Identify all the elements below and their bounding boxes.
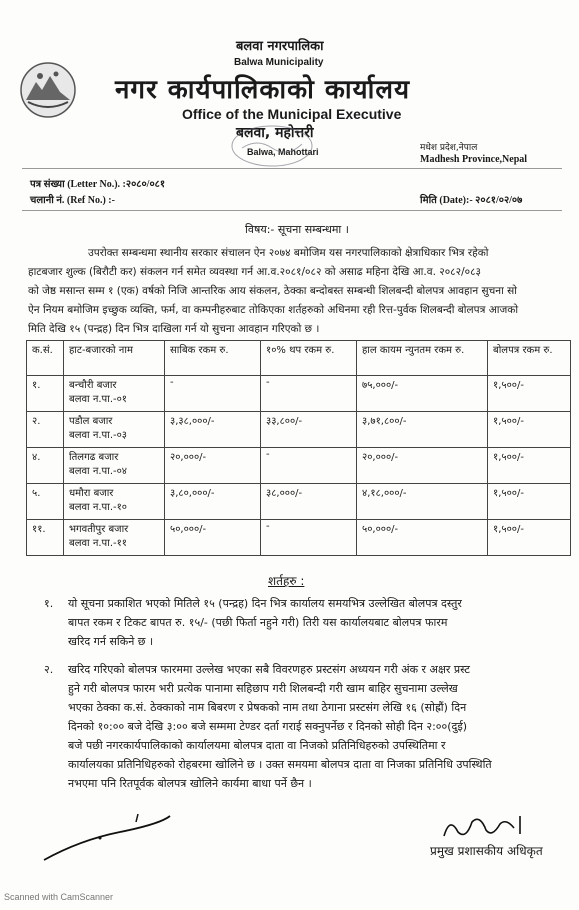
market-ward: बलवा न.पा.-०४ [69, 466, 128, 477]
serial-cell: ४. [27, 448, 64, 484]
bid-amount-cell: १,५००/- [488, 412, 571, 448]
market-ward: बलवा न.पा.-०३ [69, 430, 128, 441]
subject-line: विषय:- सूचना सम्बन्धमा । [245, 223, 349, 236]
condition-line: दिनको १०:०० बजे देखि ३:०० बजे सम्ममा टेण्डर दर्ता गराई सक्नुपर्नेछ र दिनको सोही दिन २:००(दुई) [68, 720, 468, 733]
condition-line: खरिद गर्न सकिने छ । [68, 635, 154, 648]
condition-line: नभएमा पनि रितपूर्वक बोलपत्र खोलिने कार्यमा बाधा पर्ने छैन । [68, 777, 312, 790]
body-line: मिति देखि १५ (पन्द्रह) दिन भित्र दाखिला गर्न यो सुचना आवहान गरिएको छ । [28, 323, 320, 335]
serial-cell: १. [27, 376, 64, 412]
column-header: हाल कायम न्युनतम रकम रु. [357, 341, 488, 376]
condition-line: बापत रकम र टिकट बापत रु. १५/- (पछी फिर्ता नहुने गरी) तिरी यस कार्यालयबाट बोलपत्र फारम [68, 616, 448, 629]
body-line: को जेष्ठ मसान्त सम्म १ (एक) वर्षको निजि आन्तरिक आय संकलन, ठेक्का बन्दोबस्त सम्बन्धी शिलबन्दी बोलपत्र आवहान सुचना सो [28, 285, 517, 297]
condition-text [68, 594, 462, 651]
condition-text [68, 660, 492, 793]
condition-number: २. [44, 663, 54, 676]
old-amount-cell: ३,८०,०००/- [165, 484, 261, 520]
market-name-cell [64, 520, 165, 556]
column-header: हाट-बजारको नाम [64, 341, 165, 376]
bid-amount-cell: १,५००/- [488, 520, 571, 556]
body-line: ऐन नियम बमोजिम इच्छुक व्यक्ति, फर्म, वा कम्पनीहरुबाट तोकिएका शर्तहरुको अधिनमा रही रित्त-पुर्वक शिलबन्दी बोलपत्र आजको [28, 304, 519, 316]
table-row [27, 520, 571, 556]
market-name: बन्चौरी बजार [69, 380, 117, 391]
market-name-cell [64, 376, 165, 412]
current-amount-cell: ३,७१,८००/- [357, 412, 488, 448]
address-en: Balwa, Mahottari [247, 147, 319, 157]
column-header: साबिक रकम रु. [165, 341, 261, 376]
serial-cell: २. [27, 412, 64, 448]
condition-item [44, 594, 574, 654]
added-amount-cell: ३३,८००/- [261, 412, 357, 448]
table-row [27, 448, 571, 484]
added-amount-cell: ३८,०००/- [261, 484, 357, 520]
column-header: १०% थप रकम रु. [261, 341, 357, 376]
market-ward: बलवा न.पा.-१० [69, 502, 128, 513]
condition-item [44, 660, 574, 800]
office-name-np: नगर कार्यपालिकाको कार्यालय [115, 75, 411, 105]
address-np: बलवा, महोत्तरी [236, 125, 314, 141]
table-row [27, 484, 571, 520]
table-row [27, 376, 571, 412]
municipality-name-en: Balwa Municipality [234, 57, 324, 68]
municipality-name-np: बलवा नगरपालिका [236, 39, 324, 54]
added-amount-cell: - [261, 448, 357, 484]
table-row [27, 412, 571, 448]
letter-number: पत्र संख्या (Letter No.). :२०८०/०८१ [30, 179, 166, 190]
nepal-emblem-icon [18, 60, 78, 120]
market-name: तिलगढ बजार [69, 452, 119, 463]
market-ward: बलवा न.पा.-११ [69, 538, 128, 549]
bid-amount-cell: १,५००/- [488, 484, 571, 520]
condition-line: बजे पछी नगरकार्यपालिकाको कार्यालयमा बोलपत्र दाता वा निजको प्रतिनिधिहरुको उपस्थितिमा र [68, 739, 446, 752]
condition-line: यो सूचना प्रकाशित भएको मितिले १५ (पन्द्रह) दिन भित्र कार्यालय समयभित्र उल्लेखित बोलपत्र दस्तुर [68, 597, 462, 610]
province-np: मधेश प्रदेश,नेपाल [420, 143, 478, 153]
meta-divider [22, 210, 562, 211]
condition-number: १. [44, 597, 54, 610]
condition-line: कार्यालयका प्रतिनिधिहरुको रोहबरमा खोलिने छ । उक्त समयमा बोलपत्र दाता वा निजका प्रतिनिधि उपस्थिति [68, 758, 492, 771]
current-amount-cell: २०,०००/- [357, 448, 488, 484]
added-amount-cell: - [261, 376, 357, 412]
current-amount-cell: ५०,०००/- [357, 520, 488, 556]
handwritten-mark [40, 810, 180, 870]
market-name-cell [64, 412, 165, 448]
office-name-en: Office of the Municipal Executive [182, 106, 402, 122]
serial-cell: ११. [27, 520, 64, 556]
market-rate-table [26, 340, 571, 556]
market-name: धमौरा बजार [69, 488, 114, 499]
notice-body [28, 244, 579, 339]
condition-line: हुने गरी बोलपत्र फारम भरी प्रत्येक पानामा सहिछाप गरी शिलबन्दी गरी खाम बाहिर सुचनामा उल्लेख [68, 682, 458, 695]
table-header-row [27, 341, 571, 376]
reference-number: चलानी नं. (Ref No.) :- [30, 195, 115, 206]
body-line: हाटबजार शुल्क (बिरौटी कर) संकलन गर्न समेत व्यवस्था गर्न आ.व.२०८१/०८२ को असाढ महिना देखि आ.व. २०८२/०८३ [28, 266, 481, 278]
current-amount-cell: ४,१८,०००/- [357, 484, 488, 520]
signatory-title: प्रमुख प्रशासकीय अधिकृत [430, 844, 543, 858]
old-amount-cell: ५०,०००/- [165, 520, 261, 556]
market-name-cell [64, 484, 165, 520]
column-header: बोलपत्र रकम रु. [488, 341, 571, 376]
added-amount-cell: - [261, 520, 357, 556]
body-line: उपरोक्त सम्बन्धमा स्थानीय सरकार संचालन ऐन २०७४ बमोजिम यस नगरपालिकाको क्षेत्राधिकार भित्र रहेको [88, 247, 489, 259]
condition-line: खरिद गरिएको बोलपत्र फारममा उल्लेख भएका सबै विवरणहरु प्रस्टसंग अध्ययन गरी अंक र अक्षर प्रस्ट [68, 663, 470, 676]
market-ward: बलवा न.पा.-०१ [69, 394, 128, 405]
current-amount-cell: ७५,०००/- [357, 376, 488, 412]
old-amount-cell: - [165, 376, 261, 412]
conditions-title: शर्तहरु : [268, 574, 305, 588]
serial-cell: ५. [27, 484, 64, 520]
column-header: क.सं. [27, 341, 64, 376]
old-amount-cell: २०,०००/- [165, 448, 261, 484]
province-en: Madhesh Province,Nepal [420, 154, 528, 165]
bid-amount-cell: १,५००/- [488, 448, 571, 484]
office-stamp [222, 120, 322, 170]
market-name: भगवतीपुर बजार [69, 524, 129, 535]
header-divider [22, 168, 562, 169]
camscanner-watermark: Scanned with CamScanner [4, 892, 114, 902]
market-name-cell [64, 448, 165, 484]
old-amount-cell: ३,३८,०००/- [165, 412, 261, 448]
market-name: पडौल बजार [69, 416, 113, 427]
letter-date: मिति (Date):- २०८१/०२/०७ [420, 195, 523, 206]
bid-amount-cell: १,५००/- [488, 376, 571, 412]
condition-line: भएका ठेक्का क.सं. ठेक्काको नाम बिबरण र प्रेषकको नाम तथा ठेगाना प्रस्टसंग लेखि १६ (सोह्रौं) दिन [68, 701, 467, 714]
